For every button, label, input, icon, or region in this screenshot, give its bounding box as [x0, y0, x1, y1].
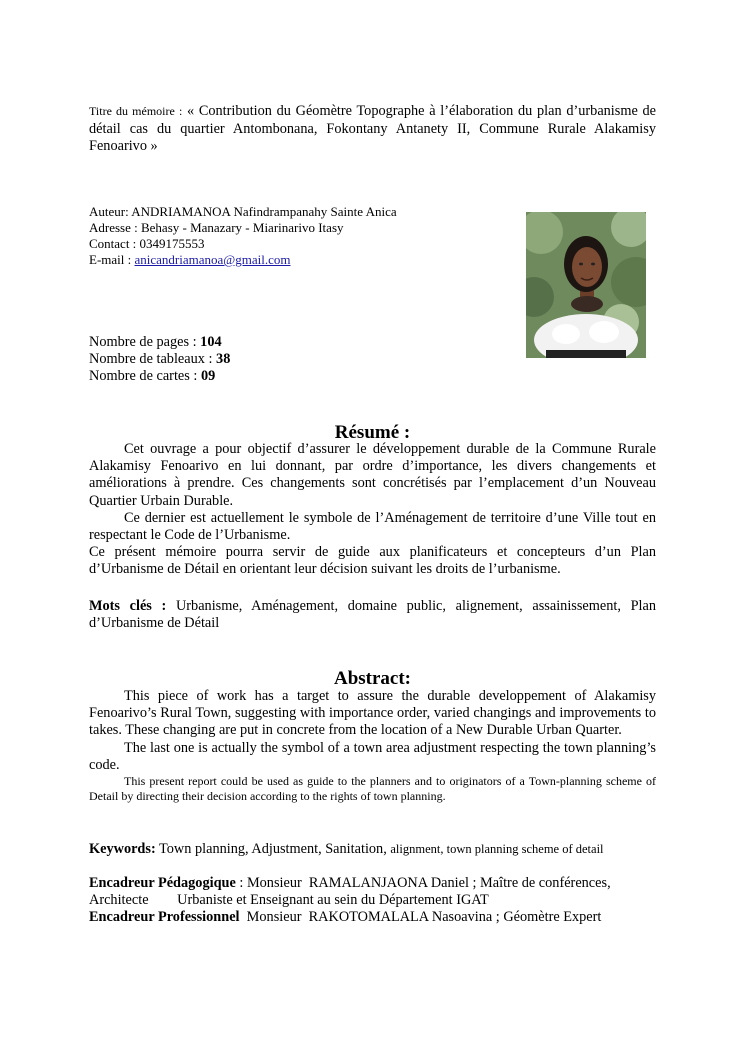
title-text: « Contribution du Géomètre Topographe à l’élaboration du plan d’urbanisme de détail cas du quartier Antombonana, Fokontany Antanety II, Commune Rurale Alakamisy Fenoarivo » [89, 103, 657, 154]
resume-paragraph-2: Ce dernier est actuellement le symbole de l’Aménagement de territoire d’une Ville tout en respectant le Code de l’Urbanisme. [89, 509, 656, 544]
maps-count-line [89, 368, 230, 385]
resume-body [89, 441, 656, 579]
keywords [89, 841, 656, 858]
maps-value: 09 [200, 368, 216, 384]
tables-value: 38 [216, 351, 231, 367]
resume-heading: Résumé : [334, 422, 411, 443]
mots-cles-text: Urbanisme, Aménagement, domaine public, alignement, assainissement, Plan d’Urbanisme de Détail [89, 598, 657, 632]
resume-paragraph-3: Ce présent mémoire pourra servir de guide aux planificateurs et concepteurs d’un Plan d’Urbanisme de Détail en orientant leur décision suivant les droits de l’urbanisme. [89, 544, 656, 578]
supervisor-pedagogique [89, 875, 656, 909]
pages-value: 104 [200, 334, 222, 350]
abstract-heading: Abstract: [333, 668, 412, 689]
author-info [89, 204, 397, 268]
author-contact: Contact : 0349175553 [89, 236, 205, 251]
abstract-paragraph-2: The last one is actually the symbol of a town area adjustment respecting the town planning’s code. [89, 739, 656, 773]
keywords-label: Keywords: [89, 841, 156, 857]
ped-text: : Monsieur RAMALANJAONA Daniel ; Maître de conférences, Architecte Urbaniste et Enseignant au sein du Département IGAT [89, 875, 614, 909]
pages-label: Nombre de pages : [89, 334, 201, 350]
abstract-body [89, 688, 656, 804]
author-photo [526, 212, 646, 358]
keywords-main: Town planning, Adjustment, Sanitation, [159, 841, 387, 857]
title-label: Titre du mémoire : [89, 104, 183, 118]
pages-count-line [89, 334, 230, 351]
author-address: Adresse : Behasy - Manazary - Miarinarivo Itasy [89, 220, 344, 235]
mots-cles [89, 598, 656, 632]
author-email-line [89, 252, 397, 268]
abstract-paragraph-3: This present report could be used as guide to the planners and to originators of a Town-planning scheme of Detail by directing their decision according to the rights of town planning. [89, 774, 656, 804]
document-stats [89, 334, 230, 385]
keywords-small: alignment, town planning scheme of detail [390, 842, 604, 856]
pro-text: Monsieur RAKOTOMALALA Nasoavina ; Géomètre Expert [239, 909, 602, 926]
abstract-paragraph-1: This piece of work has a target to assure the durable developpement of Alakamisy Fenoarivo’s Rural Town, suggesting with importance order, varied changings and improvements to takes. These changing are put in concrete from the location of a New Durable Urban Quarter. [89, 688, 656, 739]
tables-count-line [89, 351, 230, 368]
tables-label: Nombre de tableaux : [89, 351, 217, 367]
mots-cles-label: Mots clés : [89, 598, 167, 614]
maps-label: Nombre de cartes : [89, 368, 201, 384]
memoire-title [89, 103, 656, 156]
supervisors [89, 875, 656, 927]
email-label: E-mail : [89, 252, 135, 267]
author-name: Auteur: ANDRIAMANOA Nafindrampanahy Sainte Anica [89, 204, 397, 219]
resume-paragraph-1: Cet ouvrage a pour objectif d’assurer le développement durable de la Commune Rurale Alakamisy Fenoarivo en lui donnant, par ordre d’importance, les divers changements et améliorations à prendre. Ces changements sont concrétisés par l’emplacement d’un Nouveau Quartier Urbain Durable. [89, 441, 656, 509]
email-link[interactable]: anicandriamanoa@gmail.com [134, 252, 291, 267]
pro-label: Encadreur Professionnel [89, 909, 240, 926]
ped-label: Encadreur Pédagogique [89, 875, 236, 891]
supervisor-professionnel [89, 909, 656, 926]
